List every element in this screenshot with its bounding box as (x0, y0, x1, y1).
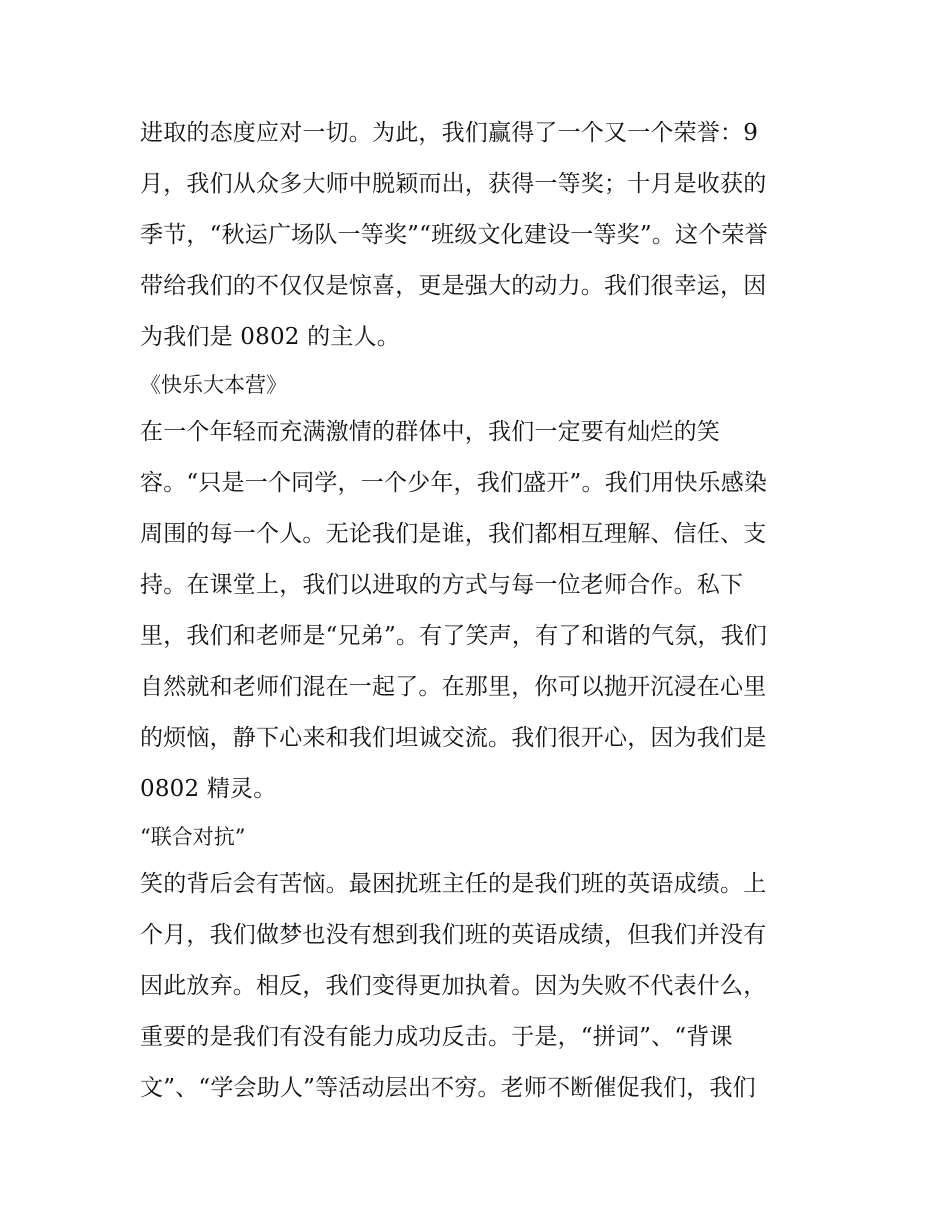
text-line: 里，我们和老师是“兄弟”。有了笑声，有了和谐的气氛，我们 (140, 623, 768, 649)
text-line: 0802 精灵。 (140, 776, 277, 802)
text-line: 的烦恼，静下心来和我们坦诚交流。我们很开心，因为我们是 (140, 725, 767, 751)
text-line: 持。在课堂上，我们以进取的方式与每一位老师合作。私下 (140, 572, 744, 598)
text-line: 在一个年轻而充满激情的群体中，我们一定要有灿烂的笑 (140, 419, 720, 445)
section-heading: “联合对抗” (140, 825, 246, 849)
text-line: 带给我们的不仅仅是惊喜，更是强大的动力。我们很幸运，因 (140, 273, 767, 299)
text-line: 月，我们从众多大师中脱颖而出，获得一等奖；十月是收获的 (140, 171, 767, 197)
text-line: 文”、“学会助人”等活动层出不穷。老师不断催促我们，我们 (140, 1075, 756, 1101)
text-line: 季节，“秋运广场队一等奖”“班级文化建设一等奖”。这个荣誉 (140, 222, 768, 248)
text-line: 因此放弃。相反，我们变得更加执着。因为失败不代表什么， (140, 973, 767, 999)
text-line: 个月，我们做梦也没有想到我们班的英语成绩，但我们并没有 (140, 922, 767, 948)
document-body (140, 108, 820, 1114)
text-line: 容。“只是一个同学，一个少年，我们盛开”。我们用快乐感染 (140, 470, 768, 496)
text-line: 周围的每一个人。无论我们是谁，我们都相互理解、信任、支 (140, 521, 767, 547)
text-line: 自然就和老师们混在一起了。在那里，你可以抛开沉浸在心里 (140, 674, 767, 700)
text-line: 为我们是 0802 的主人。 (140, 324, 400, 350)
text-line: 笑的背后会有苦恼。最困扰班主任的是我们班的英语成绩。上 (140, 871, 767, 897)
section-heading: 《快乐大本营》 (140, 373, 287, 397)
text-line: 重要的是我们有没有能力成功反击。于是，“拼词”、“背课 (140, 1024, 733, 1050)
text-line: 进取的态度应对一切。为此，我们赢得了一个又一个荣誉：9 (140, 120, 759, 146)
